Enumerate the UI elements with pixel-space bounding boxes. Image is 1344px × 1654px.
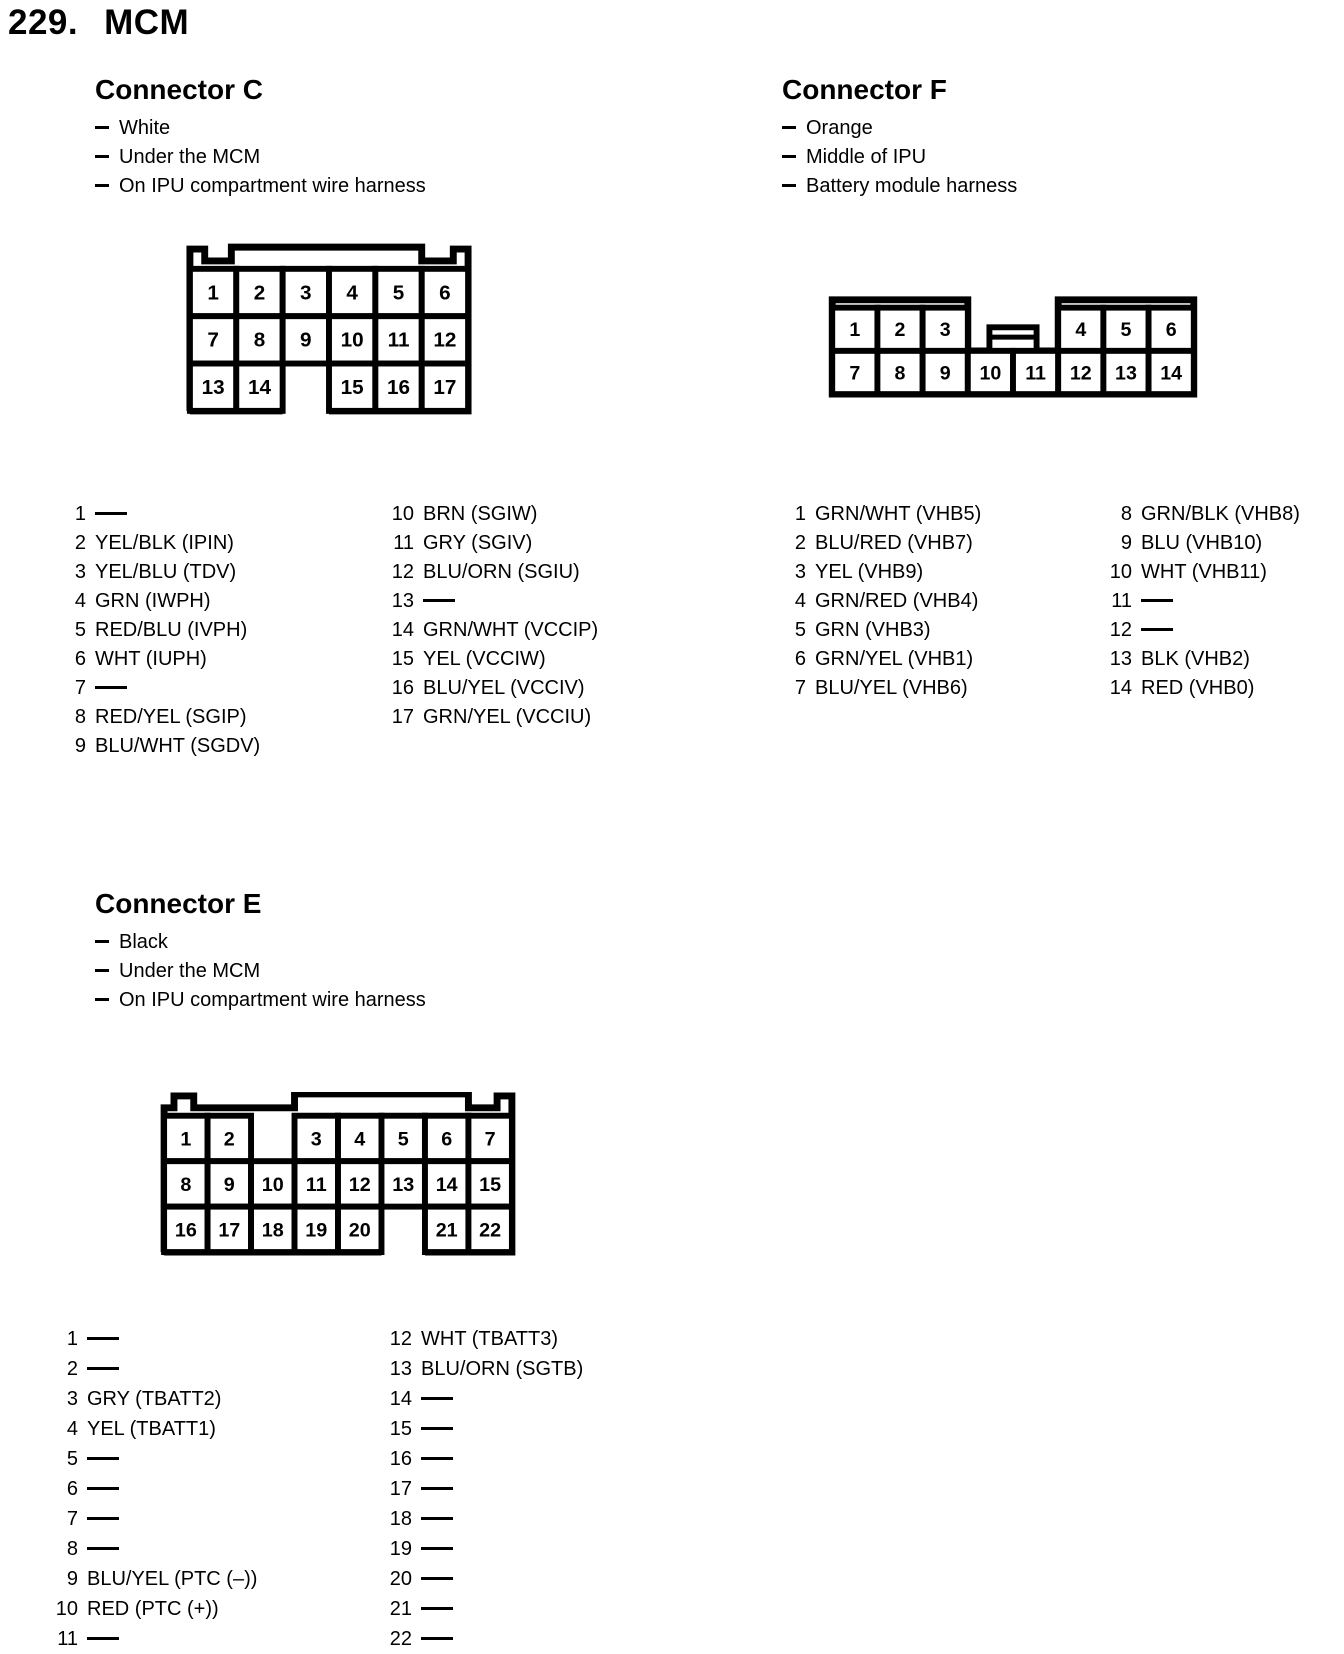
pin-number: 8 [74,706,86,728]
no-connection-dash [421,1457,453,1460]
pin-label: BLU/YEL (VHB6) [815,677,968,699]
pin-row-e-17 [382,1474,583,1504]
pin-number: 10 [55,1598,78,1620]
pin-number: 9 [1120,532,1132,554]
pin-row-e-20 [382,1564,583,1594]
connector-e-notes [95,928,426,1015]
pin-cavity-number: 11 [387,328,410,352]
pin-label: YEL (VHB9) [815,561,924,583]
pin-cavity-number: 11 [1025,362,1046,385]
pin-number: 2 [794,532,806,554]
pin-row-f-8 [1102,500,1300,529]
pin-label: GRN/YEL (VHB1) [815,648,974,670]
no-connection-dash [421,1427,453,1430]
pin-cavity-number: 2 [223,1128,235,1151]
pin-row-f-7 [776,674,981,703]
no-connection-dash [87,1547,119,1550]
pin-label: BLU/YEL (PTC (–)) [87,1568,258,1590]
pin-number: 19 [389,1538,412,1560]
pin-cavity-number: 4 [354,1128,366,1151]
pin-cavity-number: 1 [207,281,219,305]
pin-row-c-9 [56,732,260,761]
connector-note [95,957,426,986]
pin-number: 16 [391,677,414,699]
pin-cavity-number: 20 [348,1219,371,1242]
connector-f-notes [782,114,1017,201]
pin-row-f-6 [776,645,981,674]
pin-number: 12 [1109,619,1132,641]
pin-label [421,1418,453,1440]
pin-number: 6 [66,1478,78,1500]
no-connection-dash [87,1637,119,1640]
pin-label: RED (VHB0) [1141,677,1255,699]
pin-row-f-5 [776,616,981,645]
no-connection-dash [421,1637,453,1640]
pin-label: RED/BLU (IVPH) [95,619,248,641]
connector-e-pinlist-right [382,1324,583,1654]
pin-number: 5 [74,619,86,641]
dash-bullet-icon [95,998,109,1001]
pin-number: 10 [1109,561,1132,583]
dash-bullet-icon [782,126,796,129]
pin-number: 1 [74,503,86,525]
no-connection-dash [421,1487,453,1490]
connector-note [782,114,1017,143]
pin-cavity-number: 15 [479,1173,502,1196]
note-text: On IPU compartment wire harness [119,989,426,1011]
pin-label: BLU/WHT (SGDV) [95,735,261,757]
pin-cavity-number: 12 [1069,362,1092,385]
connector-c-notes [95,114,426,201]
connector-note [95,928,426,957]
pin-number: 7 [74,677,86,699]
pin-row-e-13 [382,1354,583,1384]
pin-cavity-number: 4 [1075,319,1087,342]
pin-number: 4 [66,1418,78,1440]
pin-number: 17 [389,1478,412,1500]
pin-label [421,1568,453,1590]
no-connection-dash [1141,628,1173,631]
pin-cavity-number: 5 [397,1128,409,1151]
note-text: Black [119,931,168,953]
dash-bullet-icon [95,969,109,972]
connector-c-title: Connector C [95,74,263,105]
pin-cavity-number: 2 [253,281,266,305]
pin-label: BLU (VHB10) [1141,532,1263,554]
pin-label: GRN (VHB3) [815,619,931,641]
pin-row-e-5 [48,1444,257,1474]
page-title [8,4,189,42]
pin-number: 6 [74,648,86,670]
pin-row-e-1 [48,1324,257,1354]
pin-label: BLU/ORN (SGTB) [421,1358,584,1380]
pin-row-e-18 [382,1504,583,1534]
pin-label [87,1478,119,1500]
pin-cavity-number: 12 [348,1173,371,1196]
note-text: Under the MCM [119,960,261,982]
pin-row-c-6 [56,645,260,674]
pin-cavity-number: 3 [300,281,312,305]
pin-label: WHT (IUPH) [95,648,207,670]
pin-label: BLK (VHB2) [1141,648,1250,670]
pin-label [421,1598,453,1620]
pin-label: GRN/WHT (VHB5) [815,503,982,525]
pin-row-e-11 [48,1624,257,1654]
pin-row-c-12 [384,558,598,587]
pin-cavity-number: 19 [305,1219,328,1242]
pin-number: 11 [57,1628,78,1650]
connector-note [95,172,426,201]
pin-row-c-16 [384,674,598,703]
no-connection-dash [87,1487,119,1490]
connector-c-pinlist-right [384,500,598,732]
note-text: Battery module harness [806,175,1018,197]
pin-row-c-2 [56,529,260,558]
pin-number: 11 [393,532,414,554]
no-connection-dash [87,1517,119,1520]
pin-cavity-number: 10 [340,328,364,352]
pin-row-f-13 [1102,645,1300,674]
dash-bullet-icon [95,184,109,187]
pin-number: 14 [1109,677,1132,699]
pin-number: 9 [74,735,86,757]
pin-row-f-3 [776,558,981,587]
pin-row-c-8 [56,703,260,732]
pin-cavity-number: 22 [479,1219,502,1242]
pin-row-f-10 [1102,558,1300,587]
pin-cavity-number: 6 [441,1128,453,1151]
pin-row-c-11 [384,529,598,558]
no-connection-dash [1141,599,1173,602]
pin-number: 14 [389,1388,412,1410]
no-connection-dash [87,1337,119,1340]
pin-label: YEL (VCCIW) [423,648,546,670]
pin-row-e-14 [382,1384,583,1414]
pin-label [87,1328,119,1350]
pin-label [1141,590,1173,612]
section-name: MCM [104,3,190,42]
pin-number: 20 [389,1568,412,1590]
pin-number: 15 [391,648,414,670]
connector-f-diagram [826,288,1200,400]
pin-label [95,677,127,699]
pin-label: RED (PTC (+)) [87,1598,219,1620]
pin-row-e-21 [382,1594,583,1624]
pin-row-c-3 [56,558,260,587]
pin-row-e-7 [48,1504,257,1534]
pin-number: 15 [389,1418,412,1440]
pin-number: 3 [74,561,86,583]
pin-label: GRY (SGIV) [423,532,533,554]
pin-label: GRN/RED (VHB4) [815,590,979,612]
pin-number: 2 [66,1358,78,1380]
pin-label: YEL/BLU (TDV) [95,561,237,583]
pin-label [421,1508,453,1530]
pin-label: GRN/YEL (VCCIU) [423,706,592,728]
no-connection-dash [421,1577,453,1580]
pin-row-c-17 [384,703,598,732]
no-connection-dash [421,1547,453,1550]
pin-cavity-number: 21 [435,1219,458,1242]
pin-number: 8 [66,1538,78,1560]
no-connection-dash [87,1367,119,1370]
pin-label [87,1538,119,1560]
pin-number: 4 [74,590,86,612]
pin-row-e-8 [48,1534,257,1564]
dash-bullet-icon [95,155,109,158]
pin-number: 2 [74,532,86,554]
pin-cavity-number: 16 [174,1219,197,1242]
connector-c-diagram [184,243,474,415]
no-connection-dash [421,1517,453,1520]
connector-note [782,172,1017,201]
connector-note [782,143,1017,172]
pin-label: RED/YEL (SGIP) [95,706,247,728]
pin-cavity-number: 14 [1160,362,1183,385]
pin-cavity-number: 3 [310,1128,322,1151]
pin-number: 6 [794,648,806,670]
pin-number: 17 [391,706,414,728]
pin-row-c-7 [56,674,260,703]
connector-note [95,986,426,1015]
pin-number: 5 [66,1448,78,1470]
pin-number: 21 [389,1598,412,1620]
pin-cavity-number: 10 [261,1173,284,1196]
pin-label: GRN/BLK (VHB8) [1141,503,1300,525]
pin-cavity-number: 6 [1165,319,1177,342]
pin-row-f-9 [1102,529,1300,558]
pin-row-e-10 [48,1594,257,1624]
pin-cavity-number: 14 [435,1173,458,1196]
no-connection-dash [87,1457,119,1460]
pin-cavity-number: 13 [392,1173,415,1196]
pin-label [87,1508,119,1530]
pin-label: BLU/RED (VHB7) [815,532,973,554]
pin-row-e-6 [48,1474,257,1504]
pin-cavity-number: 14 [247,376,271,400]
pin-label: BLU/ORN (SGIU) [423,561,580,583]
note-text: Orange [806,117,873,139]
pin-number: 1 [794,503,806,525]
pin-row-e-16 [382,1444,583,1474]
pin-cavity-number: 6 [439,281,451,305]
pin-row-c-10 [384,500,598,529]
pin-cavity-number: 9 [223,1173,235,1196]
pin-cavity-number: 11 [305,1173,327,1196]
note-text: Middle of IPU [806,146,927,168]
pin-row-e-19 [382,1534,583,1564]
pin-cavity-number: 17 [433,376,457,400]
pin-cavity-number: 17 [218,1219,241,1242]
pin-row-f-1 [776,500,981,529]
pin-cavity-number: 7 [849,362,861,385]
pin-number: 7 [66,1508,78,1530]
pin-label: WHT (VHB11) [1141,561,1267,583]
dash-bullet-icon [782,184,796,187]
connector-c-pinlist-left [56,500,260,761]
connector-e-pinlist-left [48,1324,257,1654]
pin-row-c-4 [56,587,260,616]
connector-e-diagram [158,1092,518,1258]
pin-number: 5 [794,619,806,641]
pin-number: 16 [389,1448,412,1470]
pin-number: 13 [389,1358,412,1380]
pin-row-e-22 [382,1624,583,1654]
pin-label [423,590,455,612]
pin-label: YEL/BLK (IPIN) [95,532,234,554]
pin-number: 18 [389,1508,412,1530]
connector-f-title: Connector F [782,74,947,105]
pin-cavity-number: 8 [894,362,906,385]
pin-number: 10 [391,503,414,525]
note-text: On IPU compartment wire harness [119,175,426,197]
section-number: 229. [8,3,79,42]
pin-row-f-4 [776,587,981,616]
pin-cavity-number: 1 [849,319,861,342]
no-connection-dash [423,599,455,602]
pin-row-c-13 [384,587,598,616]
pin-row-f-12 [1102,616,1300,645]
connector-f-pinlist-left [776,500,981,703]
no-connection-dash [421,1397,453,1400]
pin-cavity-number: 7 [207,328,219,352]
pin-label: GRN (IWPH) [95,590,211,612]
pin-label: WHT (TBATT3) [421,1328,559,1350]
dash-bullet-icon [95,126,109,129]
pin-cavity-number: 8 [180,1173,192,1196]
pin-number: 3 [794,561,806,583]
pin-row-e-12 [382,1324,583,1354]
pin-cavity-number: 3 [939,319,951,342]
pin-cavity-number: 15 [340,376,364,400]
pin-cavity-number: 8 [253,328,266,352]
no-connection-dash [421,1607,453,1610]
pin-cavity-number: 9 [939,362,951,385]
pin-cavity-number: 13 [201,376,225,400]
connector-note [95,143,426,172]
pin-label: BLU/YEL (VCCIV) [423,677,585,699]
pin-number: 11 [1111,590,1132,612]
pin-row-e-15 [382,1414,583,1444]
pin-label [87,1628,119,1650]
pin-label [1141,619,1173,641]
pin-label [95,503,127,525]
pin-label: BRN (SGIW) [423,503,538,525]
pin-cavity-number: 12 [433,328,457,352]
connector-note [95,114,426,143]
pin-row-e-2 [48,1354,257,1384]
pin-label [421,1448,453,1470]
pin-number: 4 [794,590,806,612]
pin-number: 3 [66,1388,78,1410]
pin-number: 12 [389,1328,412,1350]
pin-number: 14 [391,619,414,641]
pin-label: YEL (TBATT1) [87,1418,216,1440]
pin-cavity-number: 5 [1120,319,1132,342]
pin-number: 13 [391,590,414,612]
pin-row-c-1 [56,500,260,529]
pin-number: 7 [794,677,806,699]
pin-cavity-number: 9 [300,328,312,352]
pin-cavity-number: 18 [261,1219,284,1242]
pin-row-c-5 [56,616,260,645]
pin-number: 1 [66,1328,78,1350]
pin-label: GRY (TBATT2) [87,1388,222,1410]
pin-cavity-number: 1 [180,1128,192,1151]
pin-label: GRN/WHT (VCCIP) [423,619,599,641]
note-text: White [119,117,171,139]
pin-number: 9 [66,1568,78,1590]
pin-cavity-number: 4 [346,281,358,305]
pin-cavity-number: 7 [484,1128,496,1151]
pin-cavity-number: 10 [979,362,1002,385]
pin-row-f-14 [1102,674,1300,703]
pin-label [87,1358,119,1380]
note-text: Under the MCM [119,146,261,168]
pin-row-c-14 [384,616,598,645]
pin-row-f-2 [776,529,981,558]
pin-row-e-3 [48,1384,257,1414]
pin-number: 8 [1120,503,1132,525]
dash-bullet-icon [782,155,796,158]
no-connection-dash [95,512,127,515]
pin-number: 13 [1109,648,1132,670]
pin-label [421,1628,453,1650]
pin-label [87,1448,119,1470]
pin-row-f-11 [1102,587,1300,616]
connector-e-title: Connector E [95,888,262,919]
pin-label [421,1538,453,1560]
pin-label [421,1388,453,1410]
pin-cavity-number: 16 [387,376,411,400]
dash-bullet-icon [95,940,109,943]
pin-cavity-number: 5 [392,281,405,305]
pin-row-e-9 [48,1564,257,1594]
pin-number: 22 [389,1628,412,1650]
no-connection-dash [95,686,127,689]
pin-row-c-15 [384,645,598,674]
pin-cavity-number: 13 [1115,362,1137,385]
pin-number: 12 [391,561,414,583]
pin-cavity-number: 2 [894,319,906,342]
pin-row-e-4 [48,1414,257,1444]
pin-label [421,1478,453,1500]
connector-f-pinlist-right [1102,500,1300,703]
